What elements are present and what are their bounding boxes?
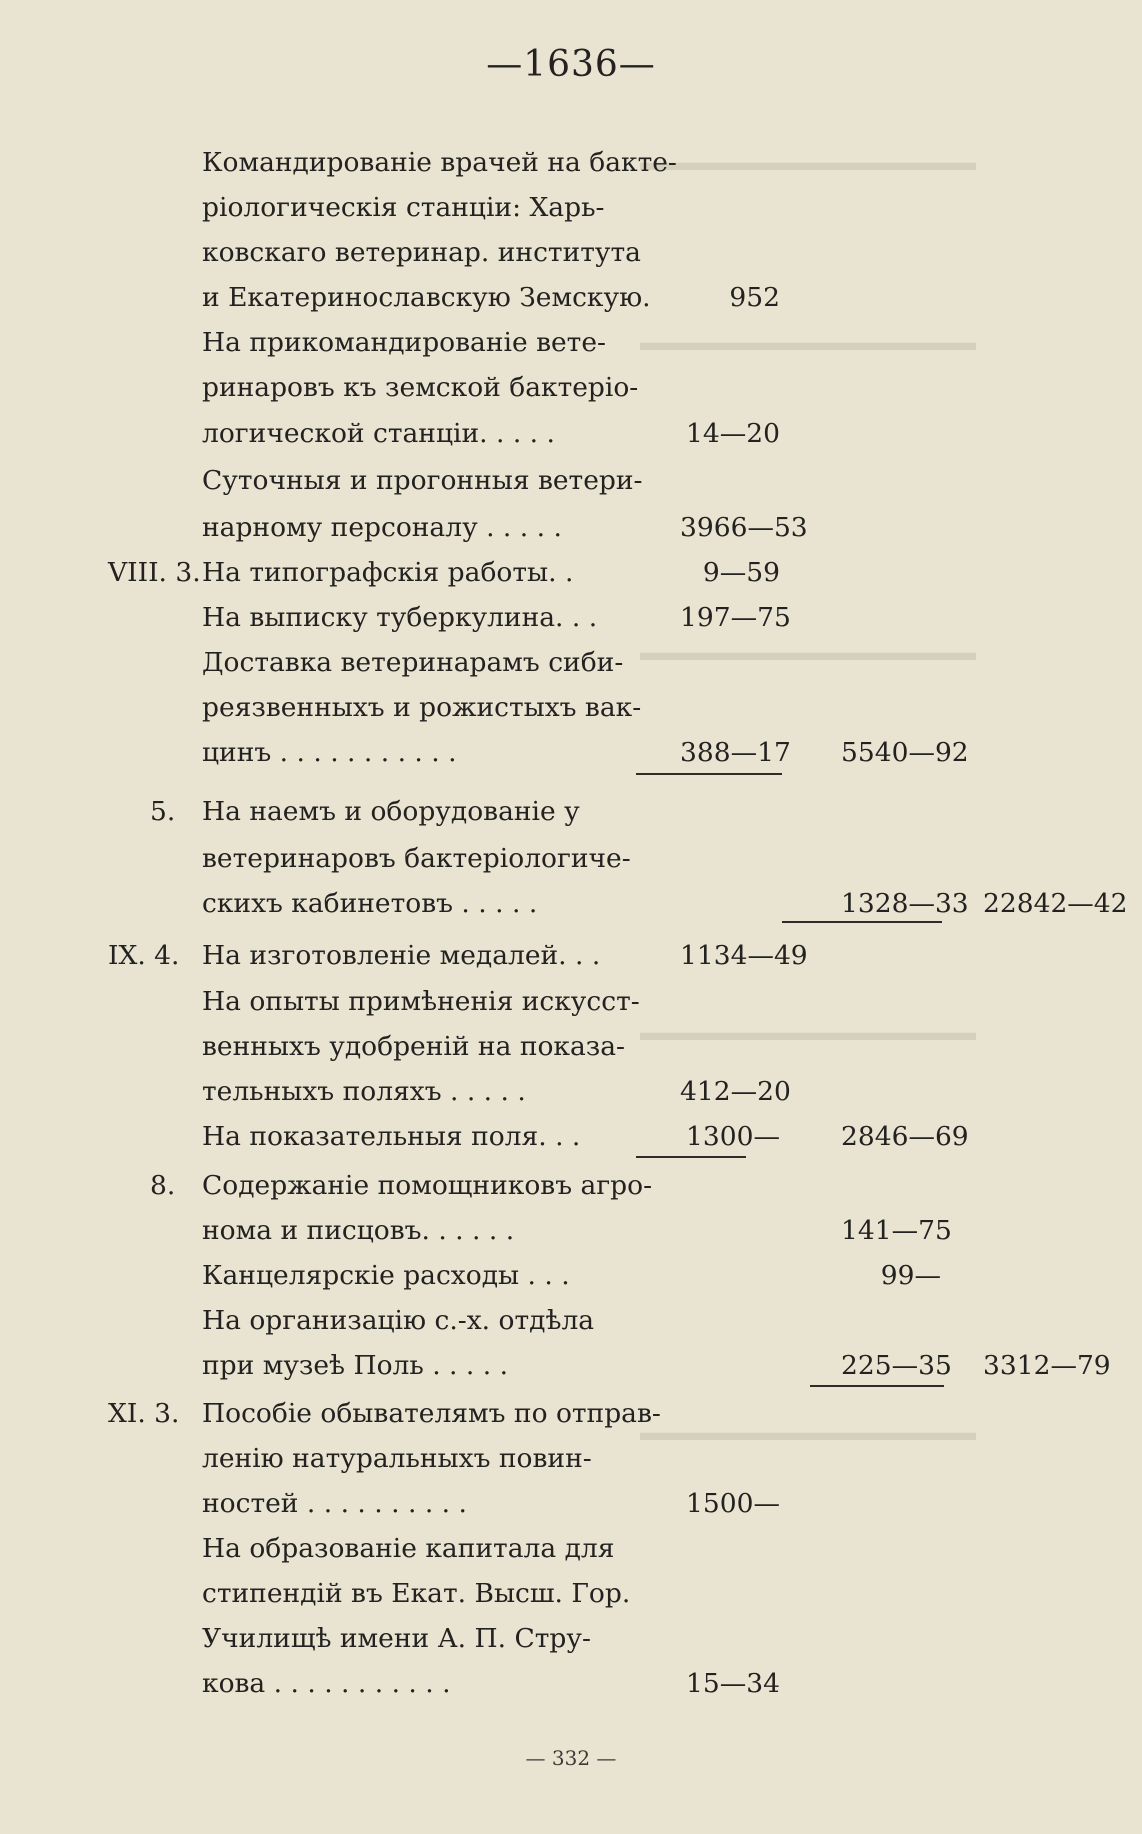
line-text: цинъ . . . . . . . . . . . (202, 737, 457, 768)
ledger-line (0, 1346, 1142, 1386)
ledger-line (0, 278, 1142, 318)
ledger-line (0, 1619, 1142, 1659)
line-text: Командированіе врачей на бакте- (202, 147, 677, 178)
line-text: ріологическія станціи: Харь- (202, 192, 605, 223)
bleed-through-shadow: ▬▬▬▬▬▬▬▬▬▬▬▬▬▬ (640, 640, 976, 666)
line-text: скихъ кабинетовъ . . . . . (202, 888, 538, 919)
ledger-line (0, 1529, 1142, 1569)
item-amount: 952 (729, 282, 780, 313)
ledger-line (0, 839, 1142, 879)
sum-underline (636, 773, 782, 775)
item-amount: 9—59 (702, 557, 780, 588)
bleed-through-shadow: ▬▬▬▬▬▬▬▬▬▬▬▬▬▬ (640, 1020, 976, 1046)
line-text: На опыты примѣненія искусст- (202, 986, 640, 1017)
ledger-line (0, 188, 1142, 228)
item-amount: 14—20 (686, 418, 780, 449)
ledger-line (0, 1301, 1142, 1341)
bleed-through-shadow: ▬▬▬▬▬▬▬▬▬▬▬▬▬▬ (640, 150, 976, 176)
total-amount: 22842—42 (983, 888, 1128, 919)
line-text: нарному персоналу . . . . . (202, 512, 562, 543)
section-number: XI. 3. (108, 1398, 180, 1429)
ledger-line (0, 1256, 1142, 1296)
item-amount: 1300— (686, 1121, 780, 1152)
line-text: На образованіе капитала для (202, 1533, 615, 1564)
item-amount: 3966—53 (680, 512, 808, 543)
ledger-line (0, 1439, 1142, 1479)
ledger-line (0, 414, 1142, 454)
item-amount: 1500— (686, 1488, 780, 1519)
ledger-line (0, 143, 1142, 183)
subtotal-amount: 1328—33 (841, 888, 969, 919)
ledger-line (0, 1072, 1142, 1112)
section-number: 8. (150, 1170, 176, 1201)
item-amount: 197—75 (680, 602, 791, 633)
section-number: IX. 4. (108, 940, 180, 971)
line-text: тельныхъ поляхъ . . . . . (202, 1076, 526, 1107)
ledger-line (0, 1027, 1142, 1067)
ledger-line (0, 884, 1142, 924)
sum-underline (636, 1156, 746, 1158)
ledger-line (0, 323, 1142, 363)
ledger-line (0, 1211, 1142, 1251)
line-text: логической станціи. . . . . (202, 418, 555, 449)
item-amount: 15—34 (686, 1668, 780, 1699)
line-text: На типографскія работы. . (202, 557, 574, 588)
line-text: ленію натуральныхъ повин- (202, 1443, 592, 1474)
ledger-line (0, 733, 1142, 773)
line-text: ковскаго ветеринар. института (202, 237, 641, 268)
line-text: На показательныя поля. . . (202, 1121, 581, 1152)
ledger-line (0, 508, 1142, 548)
item-amount: 1134—49 (680, 940, 808, 971)
total-amount: 3312—79 (983, 1350, 1111, 1381)
line-text: Пособіе обывателямъ по отправ- (202, 1398, 661, 1429)
ledger-line (0, 792, 1142, 832)
ledger-line (0, 1484, 1142, 1524)
sum-underline (810, 1385, 944, 1387)
bleed-through-shadow: ▬▬▬▬▬▬▬▬▬▬▬▬▬▬ (640, 1420, 976, 1446)
bleed-through-shadow: ▬▬▬▬▬▬▬▬▬▬▬▬▬▬ (640, 330, 976, 356)
ledger-line (0, 233, 1142, 273)
ledger-line (0, 936, 1142, 976)
item-amount: 388—17 (680, 737, 791, 768)
ledger-line (0, 643, 1142, 683)
line-text: Канцелярскіе расходы . . . (202, 1260, 570, 1291)
ledger-line (0, 598, 1142, 638)
line-text: ностей . . . . . . . . . . (202, 1488, 467, 1519)
ledger-line (0, 1574, 1142, 1614)
line-text: Суточныя и прогонныя ветери- (202, 465, 643, 496)
line-text: На выписку туберкулина. . . (202, 602, 598, 633)
subtotal-amount: 141—75 (841, 1215, 952, 1246)
ledger-line (0, 553, 1142, 593)
line-text: Доставка ветеринарамъ сиби- (202, 647, 624, 678)
line-text: ринаровъ къ земской бактеріо- (202, 372, 639, 403)
line-text: реязвенныхъ и рожистыхъ вак- (202, 692, 642, 723)
page-number: —1636— (486, 44, 656, 85)
line-text: стипендій въ Екат. Высш. Гор. (202, 1578, 631, 1609)
ledger-line (0, 688, 1142, 728)
ledger-line (0, 368, 1142, 408)
line-text: кова . . . . . . . . . . . (202, 1668, 451, 1699)
line-text: нома и писцовъ. . . . . . (202, 1215, 515, 1246)
line-text: На прикомандированіе вете- (202, 327, 606, 358)
sum-underline (782, 921, 942, 923)
subtotal-amount: 2846—69 (841, 1121, 969, 1152)
line-text: ветеринаровъ бактеріологиче- (202, 843, 631, 874)
ledger-line (0, 982, 1142, 1022)
ledger-line (0, 1166, 1142, 1206)
section-number: VIII. 3. (108, 557, 201, 588)
subtotal-amount: 99— (880, 1260, 941, 1291)
ledger-line (0, 461, 1142, 501)
line-text: Содержаніе помощниковъ агро- (202, 1170, 653, 1201)
subtotal-amount: 5540—92 (841, 737, 969, 768)
ledger-line (0, 1394, 1142, 1434)
ledger-line (0, 1117, 1142, 1157)
line-text: Училищѣ имени А. П. Стру- (202, 1623, 591, 1654)
ledger-line (0, 1664, 1142, 1704)
line-text: венныхъ удобреній на показа- (202, 1031, 626, 1062)
line-text: На организацію с.-х. отдѣла (202, 1305, 595, 1336)
line-text: На наемъ и оборудованіе у (202, 796, 580, 827)
line-text: при музеѣ Поль . . . . . (202, 1350, 509, 1381)
subtotal-amount: 225—35 (841, 1350, 952, 1381)
line-text: На изготовленіе медалей. . . (202, 940, 601, 971)
line-text: и Екатеринославскую Земскую. (202, 282, 651, 313)
sheet-number: — 332 — (525, 1746, 617, 1770)
section-number: 5. (150, 796, 176, 827)
item-amount: 412—20 (680, 1076, 791, 1107)
